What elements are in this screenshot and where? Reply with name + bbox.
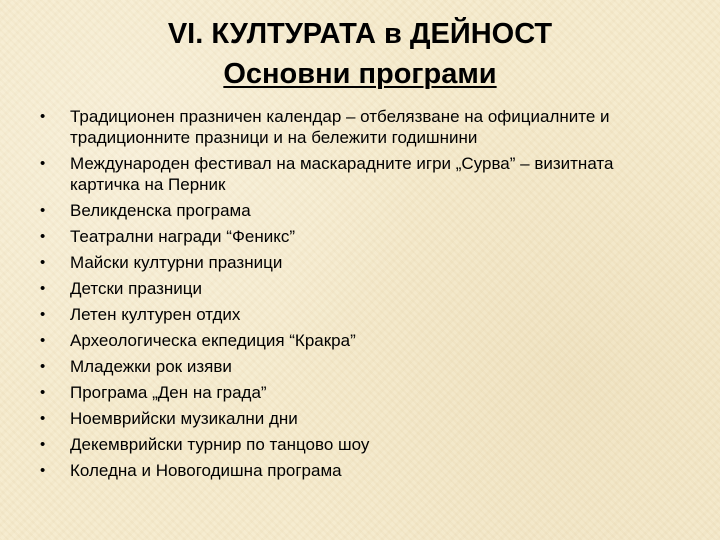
bullet-icon: • [40, 332, 46, 349]
bullet-icon: • [40, 462, 46, 479]
list-item-text: Летен културен отдих [70, 305, 241, 324]
bullet-icon: • [40, 306, 46, 323]
list-item-text: Детски празници [70, 279, 202, 298]
list-item-text: Театрални награди “Феникс” [70, 227, 295, 246]
list-item [40, 153, 680, 195]
list-item-text: Коледна и Новогодишна програма [70, 461, 342, 480]
bullet-icon: • [40, 202, 46, 219]
list-item [40, 200, 680, 221]
list-item-text: Младежки рок изяви [70, 357, 232, 376]
bullet-icon: • [40, 108, 46, 125]
slide-title [0, 14, 720, 94]
list-item [40, 382, 680, 403]
list-item [40, 304, 680, 325]
list-item-text: Традиционен празничен календар – отбелязване на официалните и традиционните празници и на бележити годишнини [70, 107, 610, 147]
list-item-text: Декемврийски турнир по танцово шоу [70, 435, 370, 454]
title-heading: VI. КУЛТУРАТА в ДЕЙНОСТ [167, 18, 553, 50]
list-item-text: Международен фестивал на маскарадните игри „Сурва” – визитната картичка на Перник [70, 154, 614, 194]
bullet-icon: • [40, 384, 46, 401]
list-item [40, 106, 680, 148]
bullet-icon: • [40, 155, 46, 172]
list-item-text: Ноемврийски музикални дни [70, 409, 298, 428]
list-item-text: Археологическа екпедиция “Кракра” [70, 331, 356, 350]
list-item [40, 356, 680, 377]
list-item-text: Майски културни празници [70, 253, 283, 272]
title-subheading: Основни програми [223, 58, 497, 90]
bullet-icon: • [40, 358, 46, 375]
bullet-icon: • [40, 228, 46, 245]
list-item [40, 278, 680, 299]
list-item [40, 434, 680, 455]
program-list [40, 106, 680, 486]
list-item [40, 226, 680, 247]
list-item [40, 460, 680, 481]
bullet-icon: • [40, 436, 46, 453]
bullet-icon: • [40, 280, 46, 297]
bullet-icon: • [40, 410, 46, 427]
list-item-text: Великденска програма [70, 201, 251, 220]
list-item-text: Програма „Ден на града” [70, 383, 267, 402]
list-item [40, 252, 680, 273]
bullet-icon: • [40, 254, 46, 271]
list-item [40, 330, 680, 351]
list-item [40, 408, 680, 429]
